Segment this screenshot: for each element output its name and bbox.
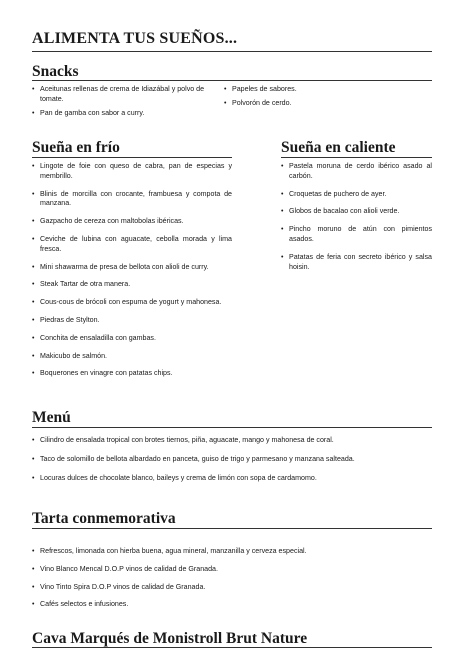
- list-item: • Vino Blanco Mencal D.O.P vinos de calidad de Granada.: [32, 565, 432, 575]
- cava-section: [32, 630, 307, 648]
- list-item: • Cilindro de ensalada tropical con brotes tiernos, piña, aguacate, mango y mahonesa de coral.: [32, 436, 432, 446]
- menu-heading: Menú: [32, 409, 71, 426]
- cava-heading: Cava Marqués de Monistroll Brut Nature: [32, 630, 308, 647]
- frio-rule: [32, 157, 232, 158]
- list-item: • Conchita de ensaladilla con gambas.: [32, 334, 232, 344]
- list-item: • Cafés selectos e infusiones.: [32, 600, 432, 610]
- list-item: • Blinis de morcilla con crocante, frambuesa y compota de manzana.: [32, 190, 232, 210]
- caliente-list: [281, 162, 432, 280]
- list-item: • Pan de gamba con sabor a curry.: [32, 109, 210, 119]
- list-item: • Ceviche de lubina con aguacate, cebolla morada y lima fresca.: [32, 235, 232, 255]
- tarta-heading: Tarta conmemorativa: [32, 510, 176, 527]
- tarta-section: [32, 510, 176, 528]
- list-item: • Patatas de feria con secreto ibérico y salsa hoisin.: [281, 253, 432, 273]
- page-title: ALIMENTA TUS SUEÑOS...: [32, 30, 238, 47]
- snacks-list-left: [32, 85, 210, 122]
- caliente-heading: Sueña en caliente: [281, 139, 396, 156]
- list-item: • Refrescos, limonada con hierba buena, agua mineral, manzanilla y cerveza especial.: [32, 547, 432, 557]
- list-item: • Globos de bacalao con alioli verde.: [281, 207, 432, 217]
- list-item: • Pincho moruno de atún con pimientos asados.: [281, 225, 432, 245]
- menu-rule: [32, 427, 432, 428]
- menu-list: [32, 436, 432, 492]
- caliente-rule: [281, 157, 432, 158]
- caliente-section: [281, 139, 396, 157]
- list-item: • Boquerones en vinagre con patatas chips.: [32, 369, 232, 379]
- list-item: • Aceitunas rellenas de crema de Idiazábal y polvo de tomate.: [32, 85, 210, 105]
- cava-rule: [32, 647, 432, 648]
- list-item: • Polvorón de cerdo.: [224, 99, 424, 109]
- list-item: • Steak Tartar de otra manera.: [32, 280, 232, 290]
- list-item: • Cous-cous de brócoli con espuma de yogurt y mahonesa.: [32, 298, 232, 308]
- list-item: • Piedras de Stylton.: [32, 316, 232, 326]
- list-item: • Croquetas de puchero de ayer.: [281, 190, 432, 200]
- snacks-section: [32, 63, 432, 81]
- list-item: • Vino Tinto Spira D.O.P vinos de calidad de Granada.: [32, 583, 432, 593]
- frio-list: [32, 162, 232, 387]
- snacks-heading: Snacks: [32, 63, 79, 80]
- list-item: • Locuras dulces de chocolate blanco, baileys y crema de limón con sopa de cardamomo.: [32, 474, 432, 484]
- snacks-rule: [32, 80, 432, 81]
- list-item: • Mini shawarma de presa de bellota con alioli de curry.: [32, 263, 232, 273]
- list-item: • Papeles de sabores.: [224, 85, 424, 95]
- list-item: • Taco de solomillo de bellota albardado en panceta, guiso de trigo y parmesano y manzana salteada.: [32, 455, 432, 465]
- menu-section: [32, 409, 71, 427]
- snacks-list-right: [224, 85, 424, 113]
- title-rule: [32, 51, 432, 52]
- list-item: • Makicubo de salmón.: [32, 352, 232, 362]
- tarta-list: [32, 547, 432, 618]
- list-item: • Lingote de foie con queso de cabra, pan de especias y membrillo.: [32, 162, 232, 182]
- list-item: • Gazpacho de cereza con maltobolas ibéricas.: [32, 217, 232, 227]
- frio-section: [32, 139, 120, 157]
- frio-heading: Sueña en frío: [32, 139, 120, 156]
- list-item: • Pastela moruna de cerdo ibérico asado al carbón.: [281, 162, 432, 182]
- tarta-rule: [32, 528, 432, 529]
